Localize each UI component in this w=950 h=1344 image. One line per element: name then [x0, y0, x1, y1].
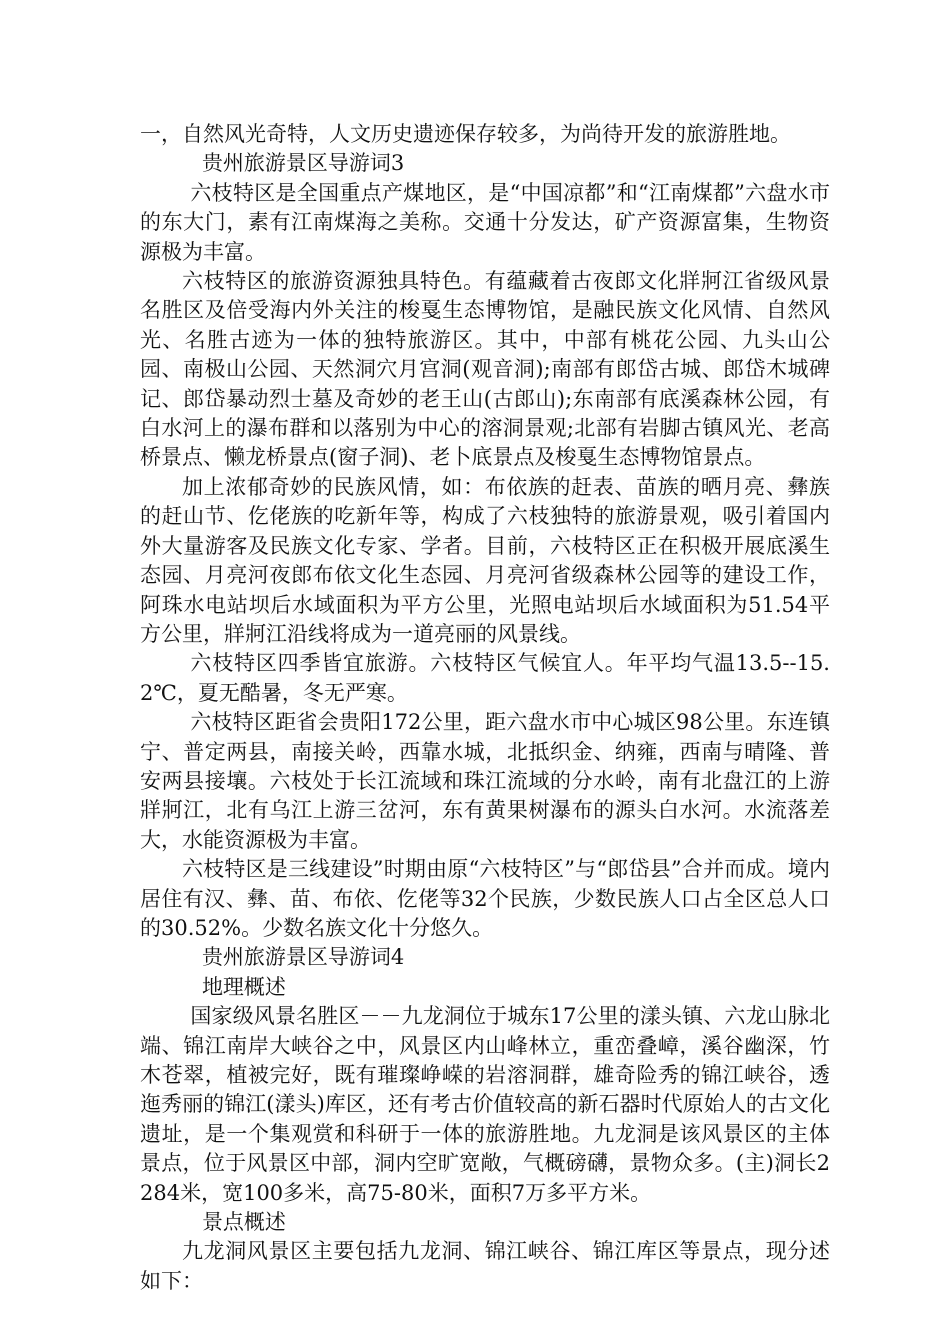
section-heading-guide-4: 贵州旅游景区导游词4: [201, 945, 405, 970]
paragraph-climate: 六枝特区四季皆宜旅游。六枝特区气候宜人。年平均气温13.5--15.2℃，夏无酷暑，冬无严寒。: [140, 651, 830, 705]
document-body: [140, 120, 830, 1296]
section-heading-guide-3: 贵州旅游景区导游词3: [201, 151, 405, 176]
paragraph-scenic-spots: 九龙洞风景区主要包括九龙洞、锦江峡谷、锦江库区等景点，现分述如下：: [140, 1239, 830, 1293]
paragraph-ethnic-customs: 加上浓郁奇妙的民族风情，如：布依族的赶表、苗族的晒月亮、彝族的赶山节、仡佬族的吃新年等，构成了六枝独特的旅游景观，吸引着国内外大量游客及民族文化专家、学者。目前，六枝特区正在积极开展底溪生态园、月亮河夜郎布依文化生态园、月亮河省级森林公园等的建设工作，阿珠水电站坝后水域面积为平方公里，光照电站坝后水域面积为51.54平方公里，牂牁江沿线将成为一道亮丽的风景线。: [140, 474, 830, 646]
paragraph-tourism-resources: 六枝特区的旅游资源独具特色。有蕴藏着古夜郎文化牂牁江省级风景名胜区及倍受海内外关注的梭戛生态博物馆，是融民族文化风情、自然风光、名胜古迹为一体的独特旅游区。其中，中部有桃花公园、九头山公园、南极山公园、天然洞穴月宫洞(观音洞);南部有郎岱古城、郎岱木城碑记、郎岱暴动烈士墓及奇妙的老王山(古郎山);东南部有底溪森林公园，有白水河上的瀑布群和以落别为中心的溶洞景观;北部有岩脚古镇风光、老高桥景点、懒龙桥景点(窗子洞)、老卜底景点及梭戛生态博物馆景点。: [140, 269, 830, 470]
paragraph-history-population: 六枝特区是三线建设”时期由原“六枝特区”与“郎岱县”合并而成。境内居住有汉、彝、苗、布依、仡佬等32个民族，少数民族人口占全区总人口的30.52%。少数名族文化十分悠久。: [140, 857, 830, 940]
paragraph-location: 六枝特区距省会贵阳172公里，距六盘水市中心城区98公里。东连镇宁、普定两县，南接关岭，西靠水城，北抵织金、纳雍，西南与晴隆、普安两县接壤。六枝处于长江流域和珠江流域的分水岭，南有北盘江的上游牂牁江，北有乌江上游三岔河，东有黄果树瀑布的源头白水河。水流落差大，水能资源极为丰富。: [140, 710, 830, 852]
paragraph-liuzhi-overview: 六枝特区是全国重点产煤地区，是“中国凉都”和“江南煤都”六盘水市的东大门，素有江南煤海之美称。交通十分发达，矿产资源富集，生物资源极为丰富。: [140, 180, 830, 264]
paragraph-jiulong-cave-geography: 国家级风景名胜区－－九龙洞位于城东17公里的漾头镇、六龙山脉北端、锦江南岸大峡谷之中，风景区内山峰林立，重峦叠嶂，溪谷幽深，竹木苍翠，植被完好，既有璀璨峥嵘的岩溶洞群，雄奇险秀的锦江峡谷，透迤秀丽的锦江(漾头)库区，还有考古价值较高的新石器时代原始人的古文化遗址，是一个集观赏和科研于一体的旅游胜地。九龙洞是该风景区的主体景点，位于风景区中部，洞内空旷宽敞，气概磅礴，景物众多。(主)洞长2284米，宽100多米，高75-80米，面积7万多平方米。: [140, 1004, 830, 1205]
subheading-scenic-spots: 景点概述: [201, 1210, 286, 1235]
paragraph-intro-continuation: 一，自然风光奇特，人文历史遗迹保存较多，为尚待开发的旅游胜地。: [140, 122, 791, 146]
subheading-geography: 地理概述: [201, 974, 286, 999]
